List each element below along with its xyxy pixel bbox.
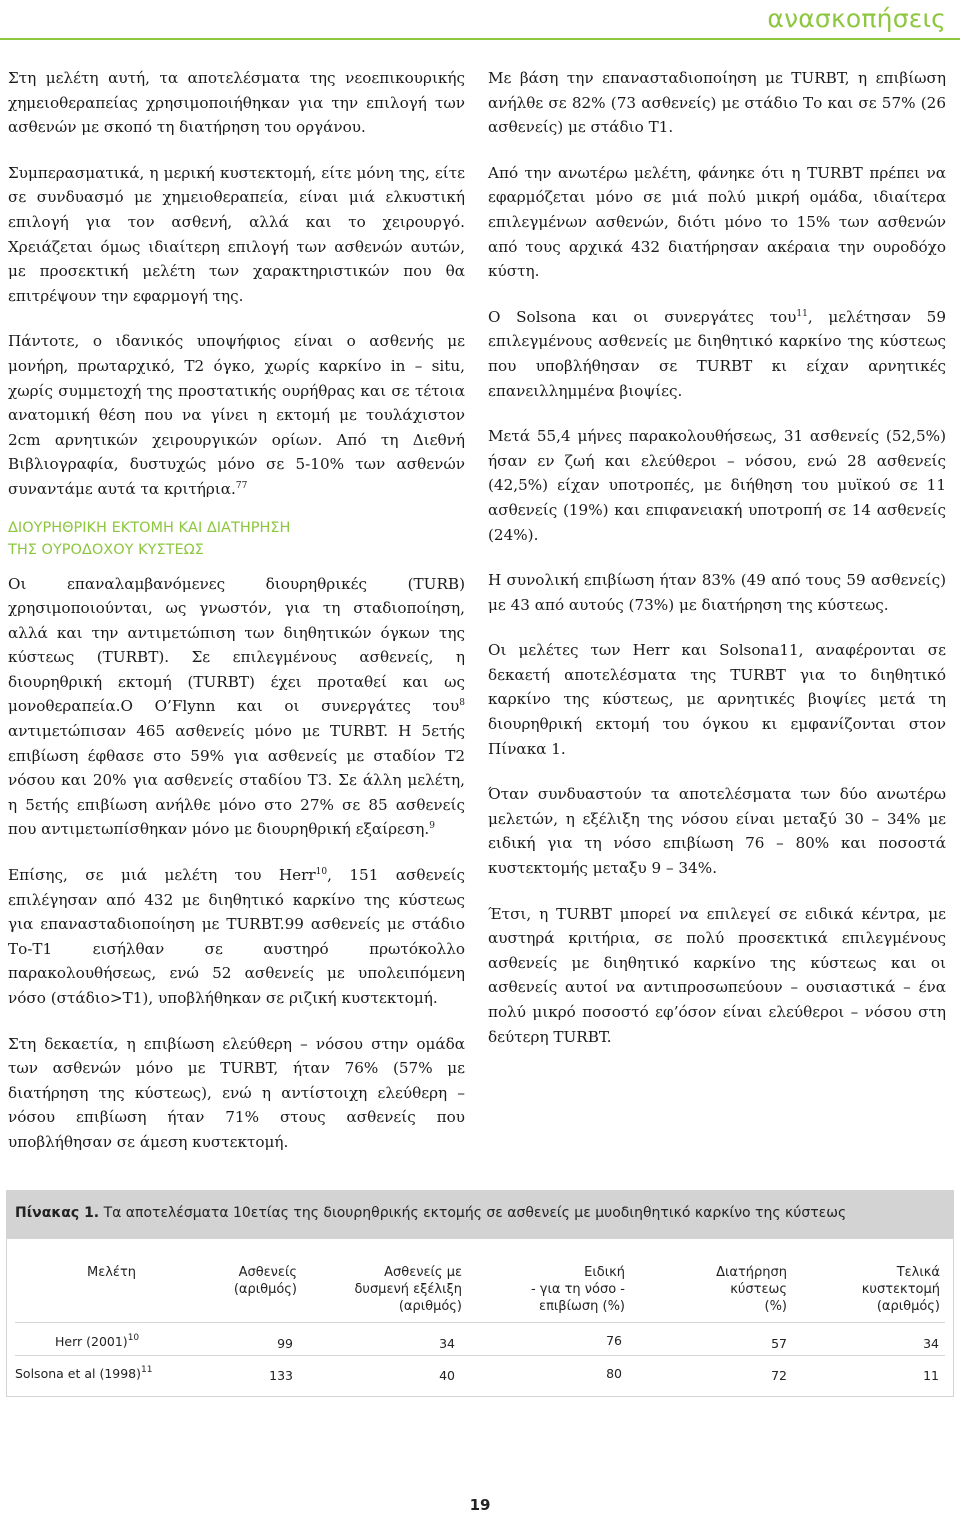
cell-adverse: 40	[439, 1368, 455, 1383]
paragraph: Από την ανωτέρω μελέτη, φάνηκε ότι η TURBT πρέπει να εφαρμόζεται μόνο σε μιά πολύ μικρή ομάδα, ιδιαίτερα επιλεγμένων ασθενών, διότι μόνο το 15% των ασθενών από τους αρχικά 432 διατήρησαν ακέραια την ουροδόχο κύστη.	[488, 163, 946, 281]
reference-marker: 11	[141, 1365, 153, 1375]
cell-survival: 76	[606, 1333, 622, 1348]
cell-cystectomy: 11	[923, 1368, 939, 1383]
paragraph: Μετά 55,4 μήνες παρακολουθήσεως, 31 ασθενείς (52,5%) ήσαν εν ζωή και ελεύθεροι – νόσου, ενώ 28 ασθενείς (42,5%) είχαν υποτροπές, με διήθηση του μυϊκού σε 11 ασθενείς (19%) και επιφανειακή υποτροπή σε 14 ασθενείς (24%).	[488, 427, 946, 544]
cell-patients: 99	[277, 1336, 293, 1351]
cell-adverse: 34	[439, 1336, 455, 1351]
cell-survival: 80	[606, 1366, 622, 1381]
page-number: 19	[469, 1496, 491, 1514]
paragraph: Οι επαναλαμβανόμενες διουρηθρικές (TURB) χρησιμοποιούνται, ως γνωστόν, για τη σταδιοποίηση, αλλά και την αντιμετώπιση των διηθητικών όγκων της κύστεως (TURBT). Σε επιλεγμένους ασθενείς, η διουρηθρική εκτομή (TURBT) έχει προταθεί και ως μονοθεραπεία.Ο O’Flynn και οι συνεργάτες του$^8$ αντιμετώπισαν 465 ασθενείς μόνο με TURBT. Η 5ετής επιβίωση έφθασε στο 59% για ασθενείς με σταδίον Τ2 νόσου και 20% για ασθενείς σταδίου Τ3. Σε άλλη μελέτη, η 5ετής επιβίωση ανήλθε μόνο στο 27% σε 85 ασθενείς που αντιμετωπίσθηκαν μόνο με διουρηθρική εξαίρεση.$^9$	[8, 574, 465, 839]
row-divider	[15, 1322, 945, 1323]
column-header-study: Μελέτη	[87, 1265, 137, 1280]
paragraph: Με βάση την επανασταδιοποίηση με TURBT, η επιβίωση ανήλθε σε 82% (73 ασθενείς) με στάδιο Το και σε 57% (26 ασθενείς) με στάδιο Τ1.	[488, 69, 946, 137]
paragraph: Οι μελέτες των Herr και Solsona11, αναφέρονται σε δεκαετή αποτελέσματα της TURBT για το διηθητικό καρκίνο της κύστεως, με αρνητικές βιοψίες μετά τη διουρηθρική εκτομή του όγκου κι εμφανίζονται στον Πίνακα 1.	[488, 641, 946, 758]
right-column	[488, 66, 946, 1070]
table-caption: Πίνακας 1. Τα αποτελέσματα 10ετίας της διουρηθρικής εκτομής σε ασθενείς με μυοδιηθητικό καρκίνο της κύστεως	[15, 1205, 847, 1221]
paragraph: Η συνολική επιβίωση ήταν 83% (49 από τους 59 ασθενείς) με 43 από αυτούς (73%) με διατήρηση της κύστεως.	[488, 571, 946, 614]
paragraph: Στη μελέτη αυτή, τα αποτελέσματα της νεοεπικουρικής χημειοθεραπείας χρησιμοποιήθηκαν για την επιλογή των ασθενών με σκοπό τη διατήρηση του οργάνου.	[8, 69, 465, 137]
reference-marker: 10	[315, 867, 328, 878]
reference-marker: 9	[429, 821, 435, 832]
cell-preservation: 72	[771, 1368, 787, 1383]
header-divider	[0, 38, 960, 40]
paragraph: Στη δεκαετία, η επιβίωση ελεύθερη – νόσου στην ομάδα των ασθενών μόνο με TURBT, ήταν 76% (57% με διατήρηση της κύστεως), ενώ η αντίστοιχη ελεύθερη – νόσου επιβίωση ήταν 71% στους ασθενείς που υποβλήθησαν σε άμεση κυστεκτομή.	[8, 1034, 465, 1151]
paragraph: Επίσης, σε μιά μελέτη του Herr$^{10}$, 151 ασθενείς επιλέγησαν από 432 με διηθητικό καρκίνο της κύστεως για επανασταδιοποίηση με TURBT.99 ασθενείς με στάδιο Το-Τ1 εισήλθαν σε αυστηρό πρωτόκολλο παρακολουθήσεως, ενώ 52 ασθενείς με υπολειπόμενη νόσο (στάδιο>Τ1), υποβλήθηκαν σε ριζική κυστεκτομή.	[8, 866, 465, 1007]
cell-patients: 133	[269, 1368, 293, 1383]
section-heading: ΔΙΟΥΡΗΘΡΙΚΗ ΕΚΤΟΜΗ ΚΑΙ ΔΙΑΤΗΡΗΣΗ ΤΗΣ ΟΥΡΟΔΟΧΟΥ ΚΥΣΤΕΩΣ	[8, 519, 291, 558]
cell-preservation: 57	[771, 1336, 787, 1351]
results-table	[6, 1190, 954, 1397]
cell-cystectomy: 34	[923, 1336, 939, 1351]
cell-study: Herr $(2001)^{10}$	[55, 1333, 140, 1349]
reference-marker: 11	[796, 308, 808, 319]
reference-marker: 8	[459, 698, 465, 709]
table-caption-bar	[7, 1191, 953, 1239]
paragraph: Συμπερασματικά, η μερική κυστεκτομή, είτε μόνη της, είτε σε συνδυασμό με χημειοθεραπεία, είναι μιά ελκυστική επιλογή για τον ασθενή, αλλά και το χειρουργό. Χρειάζεται όμως ιδιαίτερη επιλογή των ασθενών αυτών, με προσεκτική μελέτη των χαρακτηριστικών που θα επιτρέψουν την εφαρμογή της.	[8, 163, 465, 305]
paragraph: Έτσι, η TURBT μπορεί να επιλεγεί σε ειδικά κέντρα, με αυστηρά κριτήρια, σε πολύ προσεκτικά επιλεγμένους ασθενείς με διηθητικό καρκίνο της κύστεως και οι ασθενείς αυτοί να αντιπροσωπεύουν – ουσιαστικά – ένα πολύ μικρό ποσοστό εφ’όσον είναι ελεύθεροι – νόσου στη δεύτερη TURBT.	[488, 904, 946, 1046]
paragraph: Ο Solsona και οι συνεργάτες του$^{11}$, μελέτησαν 59 επιλεγμένους ασθενείς με διηθητικό καρκίνο της κύστεως που υποβλήθησαν σε TURBT κι είχαν αρνητικές επανειλλημμένα βιοψίες.	[488, 307, 946, 400]
row-divider	[15, 1355, 945, 1356]
reference-marker: 10	[127, 1333, 140, 1343]
section-title: ανασκοπήσεις	[767, 4, 946, 33]
left-column	[8, 66, 465, 1176]
column-header-adverse-progression: Ασθενείς με δυσμενή εξέλιξη (αριθμός)	[354, 1265, 462, 1314]
column-header-disease-specific-survival: Ειδική - για τη νόσο - επιβίωση (%)	[530, 1265, 625, 1314]
cell-study: Solsona et al $(1998)^{11}$	[15, 1365, 153, 1381]
column-header-final-cystectomy: Τελικά κυστεκτομή (αριθμός)	[861, 1265, 940, 1314]
column-header-bladder-preservation: Διατήρηση κύστεως (%)	[716, 1265, 787, 1314]
paragraph: Πάντοτε, ο ιδανικός υποψήφιος είναι ο ασθενής με μονήρη, πρωταρχικό, Τ2 όγκο, χωρίς καρκίνο in – situ, χωρίς συμμετοχή της προστατικής ουρήθρας και σε τέτοια ανατομική θέση που να γίνει η εκτομή με τουλάχιστον 2cm αρνητικών χειρουργικών ορίων. Από τη Διεθνή Βιβλιογραφία, δυστυχώς μόνο σε 5-10% των ασθενών συναντάμε αυτά τα κριτήρια.$^{77}$	[8, 332, 465, 498]
column-header-patients: Ασθενείς (αριθμός)	[233, 1265, 297, 1297]
reference-marker: 77	[235, 480, 248, 491]
paragraph: Όταν συνδυαστούν τα αποτελέσματα των δύο ανωτέρω μελετών, η εξέλιξη της νόσου είναι μεταξύ 30 – 34% με ειδική για τη νόσο επιβίωση 76 – 80% και ποσοστά κυστεκτομής μεταξυ 9 – 34%.	[488, 785, 946, 878]
